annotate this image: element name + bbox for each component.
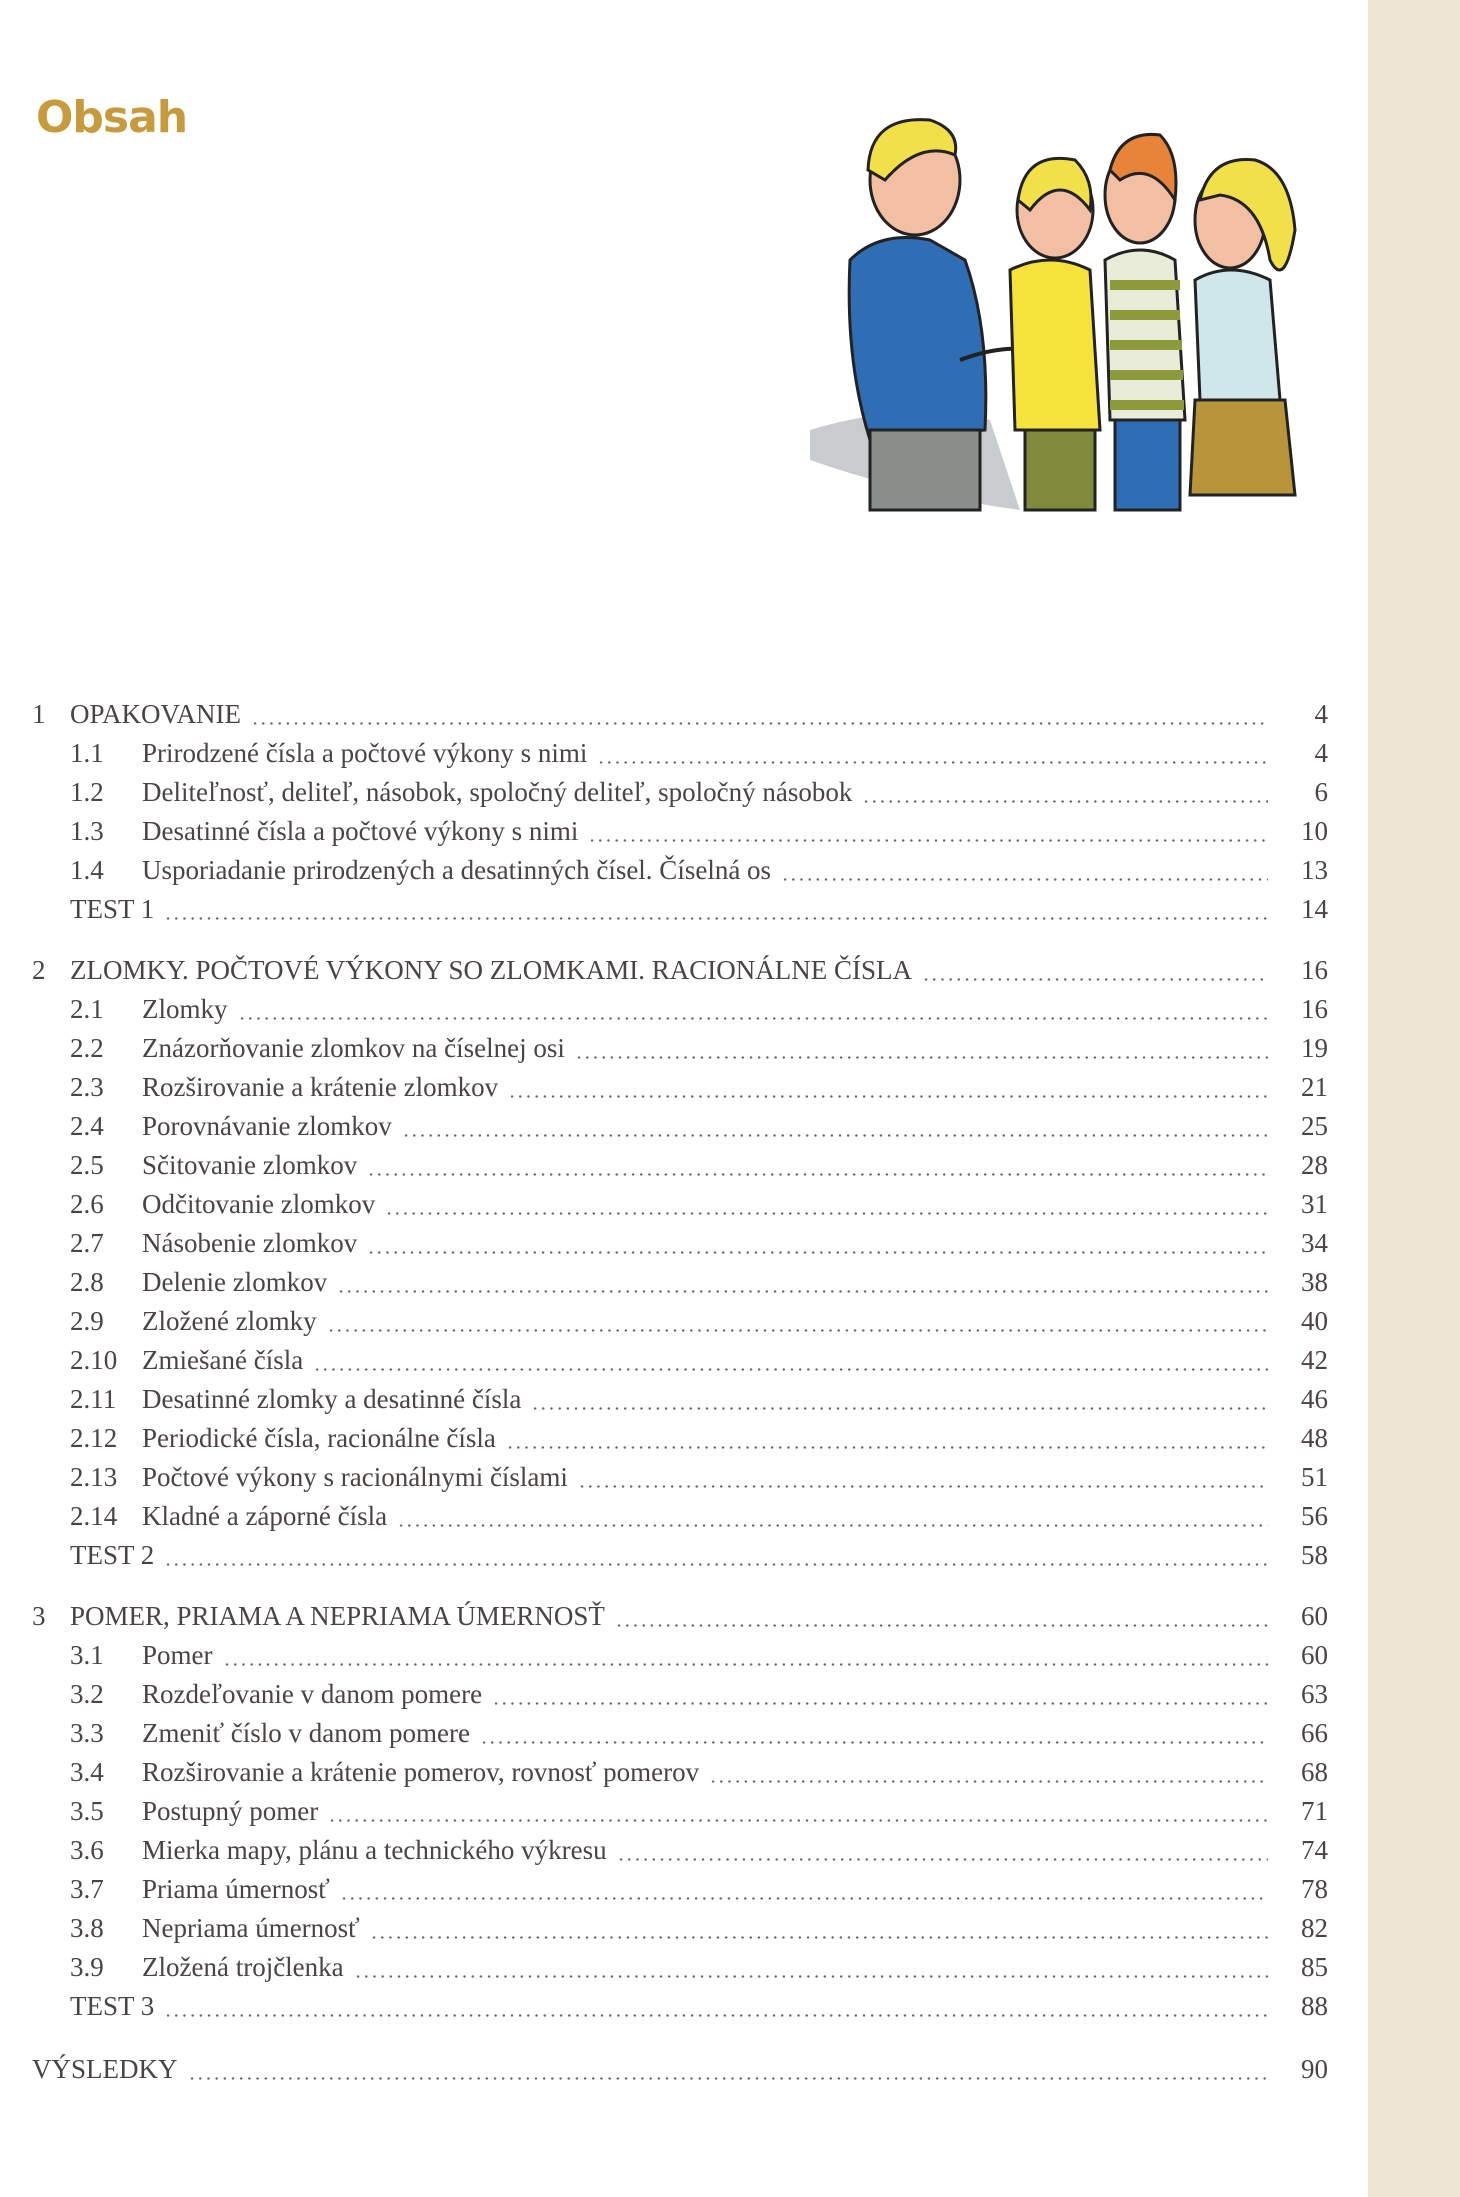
section-number: 2.1 (70, 994, 104, 1024)
toc-test-2[interactable] (0, 1536, 1330, 1575)
section-number: 2.11 (70, 1384, 117, 1414)
page-number: 60 (1301, 1640, 1328, 1670)
toc-results[interactable] (0, 2050, 1330, 2089)
section-title: Zlomky (142, 994, 228, 1024)
page-number: 14 (1301, 894, 1328, 924)
dot-leader (370, 1936, 1268, 1939)
section-number: 2.5 (70, 1150, 104, 1180)
page-number: 90 (1301, 2054, 1328, 2084)
test-title: TEST 3 (70, 1991, 155, 2021)
dot-leader (385, 1212, 1268, 1215)
section-number: 2.6 (70, 1189, 104, 1219)
teacher-figure (849, 120, 1030, 510)
section-title: Rozširovanie a krátenie zlomkov (142, 1072, 499, 1102)
section-number: 1.2 (70, 777, 104, 807)
toc-section-2-11[interactable] (0, 1380, 1330, 1419)
section-number: 3.9 (70, 1952, 104, 1982)
dot-leader (397, 1524, 1268, 1527)
section-number: 2.4 (70, 1111, 104, 1141)
dot-leader (164, 2014, 1268, 2017)
toc-section-2-8[interactable] (0, 1263, 1330, 1302)
page-number: 6 (1314, 777, 1328, 807)
chapter-title: OPAKOVANIE (70, 699, 242, 729)
page-number: 74 (1301, 1835, 1328, 1865)
page-number: 71 (1301, 1796, 1328, 1826)
section-number: 2.10 (70, 1345, 118, 1375)
toc-section-3-9[interactable] (0, 1948, 1330, 1987)
dot-leader (367, 1251, 1268, 1254)
section-title: Nepriama úmernosť (142, 1913, 360, 1943)
dot-leader (402, 1134, 1268, 1137)
toc-test-1[interactable] (0, 890, 1330, 929)
toc-section-3-7[interactable] (0, 1870, 1330, 1909)
section-number: 2.7 (70, 1228, 104, 1258)
toc-section-2-4[interactable] (0, 1107, 1330, 1146)
dot-leader (327, 1329, 1268, 1332)
page-title: Obsah (36, 92, 188, 143)
dot-leader (164, 917, 1268, 920)
toc-test-3[interactable] (0, 1987, 1330, 2026)
toc-chapter-3[interactable] (0, 1597, 1330, 1636)
page-number: 46 (1301, 1384, 1328, 1414)
section-number: 3.8 (70, 1913, 104, 1943)
page-number: 58 (1301, 1540, 1328, 1570)
toc-section-3-4[interactable] (0, 1753, 1330, 1792)
section-number: 1.1 (70, 738, 104, 768)
dot-leader (617, 1858, 1268, 1861)
section-title: Mierka mapy, plánu a technického výkresu (142, 1835, 607, 1865)
dot-leader (313, 1368, 1268, 1371)
page-number: 63 (1301, 1679, 1328, 1709)
toc-section-2-7[interactable] (0, 1224, 1330, 1263)
dot-leader (781, 878, 1268, 881)
toc-section-2-12[interactable] (0, 1419, 1330, 1458)
test-title: TEST 2 (70, 1540, 155, 1570)
dot-leader (506, 1446, 1268, 1449)
dot-leader (597, 761, 1268, 764)
dot-leader (922, 978, 1268, 981)
section-number: 3.7 (70, 1874, 104, 1904)
chapter-number: 3 (32, 1601, 46, 1631)
section-title: Rozdeľovanie v danom pomere (142, 1679, 483, 1709)
test-title: TEST 1 (70, 894, 155, 924)
page-number: 48 (1301, 1423, 1328, 1453)
page-number: 60 (1301, 1601, 1328, 1631)
toc-section-1-1[interactable] (0, 734, 1330, 773)
page-number: 31 (1301, 1189, 1328, 1219)
section-title: Zložené zlomky (142, 1306, 317, 1336)
page-number: 38 (1301, 1267, 1328, 1297)
student-girl (1190, 160, 1295, 496)
section-number: 3.4 (70, 1757, 104, 1787)
page-number: 4 (1314, 738, 1328, 768)
dot-leader (862, 800, 1268, 803)
section-title: Periodické čísla, racionálne čísla (142, 1423, 496, 1453)
dot-leader (188, 2077, 1268, 2080)
page-number: 28 (1301, 1150, 1328, 1180)
toc-section-3-5[interactable] (0, 1792, 1330, 1831)
dot-leader (615, 1624, 1268, 1627)
section-title: Postupný pomer (142, 1796, 319, 1826)
toc-section-2-14[interactable] (0, 1497, 1330, 1536)
section-title: Delenie zlomkov (142, 1267, 328, 1297)
page-number: 16 (1301, 955, 1328, 985)
page-number: 4 (1314, 699, 1328, 729)
section-title: Porovnávanie zlomkov (142, 1111, 392, 1141)
section-title: Odčitovanie zlomkov (142, 1189, 376, 1219)
section-title: Rozširovanie a krátenie pomerov, rovnosť pomerov (142, 1757, 700, 1787)
section-number: 2.14 (70, 1501, 118, 1531)
section-title: Pomer (142, 1640, 213, 1670)
section-number: 3.5 (70, 1796, 104, 1826)
dot-leader (340, 1897, 1268, 1900)
page-number: 78 (1301, 1874, 1328, 1904)
toc-section-3-8[interactable] (0, 1909, 1330, 1948)
toc-section-3-3[interactable] (0, 1714, 1330, 1753)
section-title: Zmeniť číslo v danom pomere (142, 1718, 470, 1748)
section-title: Prirodzené čísla a počtové výkony s nimi (142, 738, 588, 768)
toc-chapter-2[interactable] (0, 951, 1330, 990)
toc-section-3-1[interactable] (0, 1636, 1330, 1675)
page-number: 56 (1301, 1501, 1328, 1531)
dot-leader (328, 1819, 1268, 1822)
page-number: 68 (1301, 1757, 1328, 1787)
section-number: 2.9 (70, 1306, 104, 1336)
page-number: 19 (1301, 1033, 1328, 1063)
toc-section-2-10[interactable] (0, 1341, 1330, 1380)
section-title: Priama úmernosť (142, 1874, 330, 1904)
toc-section-1-2[interactable] (0, 773, 1330, 812)
section-title: Násobenie zlomkov (142, 1228, 358, 1258)
toc-section-2-1[interactable] (0, 990, 1330, 1029)
section-title: Počtové výkony s racionálnymi číslami (142, 1462, 568, 1492)
page-number: 42 (1301, 1345, 1328, 1375)
section-title: Zložená trojčlenka (142, 1952, 344, 1982)
dot-leader (709, 1780, 1268, 1783)
toc-section-1-4[interactable] (0, 851, 1330, 890)
section-title: Usporiadanie prirodzených a desatinných čísel. Číselná os (142, 855, 772, 885)
page-number: 13 (1301, 855, 1328, 885)
section-number: 2.2 (70, 1033, 104, 1063)
toc-section-3-2[interactable] (0, 1675, 1330, 1714)
section-number: 1.4 (70, 855, 104, 885)
section-number: 3.1 (70, 1640, 104, 1670)
dot-leader (164, 1563, 1268, 1566)
section-number: 3.6 (70, 1835, 104, 1865)
dot-leader (578, 1485, 1268, 1488)
chapter-number: 1 (32, 699, 46, 729)
toc-section-2-13[interactable] (0, 1458, 1330, 1497)
page-edge-strip (1368, 0, 1460, 2197)
section-number: 2.12 (70, 1423, 118, 1453)
dot-leader (251, 722, 1268, 725)
section-title: Desatinné zlomky a desatinné čísla (142, 1384, 522, 1414)
section-number: 2.8 (70, 1267, 104, 1297)
toc-section-2-9[interactable] (0, 1302, 1330, 1341)
page-number: 88 (1301, 1991, 1328, 2021)
page-number: 25 (1301, 1111, 1328, 1141)
page-number: 40 (1301, 1306, 1328, 1336)
student-striped-shirt (1105, 134, 1185, 510)
section-number: 2.13 (70, 1462, 118, 1492)
dot-leader (531, 1407, 1268, 1410)
toc-section-2-6[interactable] (0, 1185, 1330, 1224)
section-title: Znázorňovanie zlomkov na číselnej osi (142, 1033, 565, 1063)
page-number: 51 (1301, 1462, 1328, 1492)
chapter-number: 2 (32, 955, 46, 985)
page-number: 66 (1301, 1718, 1328, 1748)
page-number: 10 (1301, 816, 1328, 846)
table-of-contents (0, 695, 1330, 2089)
dot-leader (238, 1017, 1268, 1020)
page-number: 21 (1301, 1072, 1328, 1102)
toc-chapter-1[interactable] (0, 695, 1330, 734)
section-number: 3.3 (70, 1718, 104, 1748)
section-title: Zmiešané čísla (142, 1345, 304, 1375)
dot-leader (508, 1095, 1268, 1098)
section-title: Kladné a záporné čísla (142, 1501, 388, 1531)
toc-section-3-6[interactable] (0, 1831, 1330, 1870)
page-number: 85 (1301, 1952, 1328, 1982)
chapter-title: ZLOMKY. POČTOVÉ VÝKONY SO ZLOMKAMI. RACIONÁLNE ČÍSLA (70, 955, 913, 985)
section-title: Desatinné čísla a počtové výkony s nimi (142, 816, 579, 846)
section-title: Sčitovanie zlomkov (142, 1150, 358, 1180)
toc-section-1-3[interactable] (0, 812, 1330, 851)
dot-leader (354, 1975, 1268, 1978)
section-title: Deliteľnosť, deliteľ, násobok, spoločný deliteľ, spoločný násobok (142, 777, 853, 807)
page-number: 16 (1301, 994, 1328, 1024)
toc-section-2-2[interactable] (0, 1029, 1330, 1068)
dot-leader (575, 1056, 1268, 1059)
illustration-teacher-students (790, 100, 1330, 520)
page-number: 34 (1301, 1228, 1328, 1258)
results-title: VÝSLEDKY (32, 2054, 178, 2084)
section-number: 1.3 (70, 816, 104, 846)
dot-leader (337, 1290, 1268, 1293)
dot-leader (223, 1663, 1268, 1666)
dot-leader (492, 1702, 1268, 1705)
section-number: 3.2 (70, 1679, 104, 1709)
dot-leader (588, 839, 1268, 842)
student-yellow-shirt (1010, 158, 1100, 510)
page-number: 82 (1301, 1913, 1328, 1943)
dot-leader (480, 1741, 1268, 1744)
toc-section-2-5[interactable] (0, 1146, 1330, 1185)
toc-section-2-3[interactable] (0, 1068, 1330, 1107)
chapter-title: POMER, PRIAMA A NEPRIAMA ÚMERNOSŤ (70, 1601, 605, 1631)
section-number: 2.3 (70, 1072, 104, 1102)
dot-leader (367, 1173, 1268, 1176)
